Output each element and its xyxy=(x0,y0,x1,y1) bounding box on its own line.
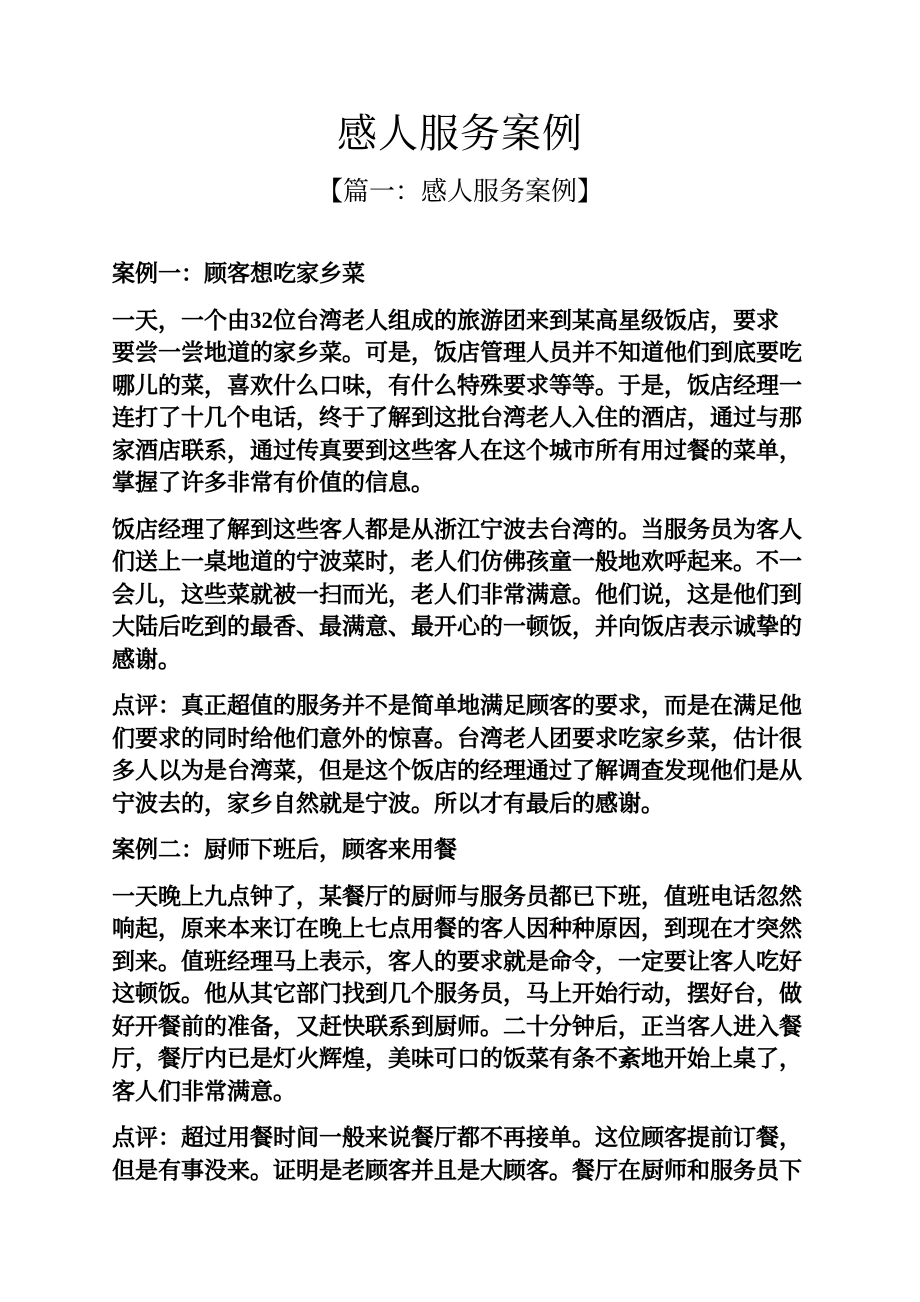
text-line: 到来。值班经理马上表示，客人的要求就是命令，一定要让客人吃好 xyxy=(112,948,802,974)
text-line: 一天晚上九点钟了，某餐厅的厨师与服务员都已下班，值班电话忽然 xyxy=(112,883,802,909)
text-line: 响起，原来本来订在晚上七点用餐的客人因种种原因，到现在才突然 xyxy=(112,916,802,941)
text-line: 会儿，这些菜就被一扫而光，老人们非常满意。他们说，这是他们到 xyxy=(112,581,802,607)
paragraph xyxy=(112,514,812,677)
text-line: 感谢。 xyxy=(112,646,181,672)
text-line: 们要求的同时给他们意外的惊喜。台湾老人团要求吃家乡菜，估计很 xyxy=(112,725,802,751)
text-line: 要尝一尝地道的家乡菜。可是，饭店管理人员并不知道他们到底要吃 xyxy=(112,340,802,365)
text-line: 但是有事没来。证明是老顾客并且是大顾客。餐厅在厨师和服务员下 xyxy=(112,1157,802,1183)
text-line: 这顿饭。他从其它部门找到几个服务员，马上开始行动，摆好台，做 xyxy=(112,981,802,1006)
paragraph xyxy=(112,305,812,500)
text-line: 大陆后吃到的最香、最满意、最开心的一顿饭，并向饭店表示诚挚的 xyxy=(112,614,802,639)
text-line: 点评：超过用餐时间一般来说餐厅都不再接单。这位顾客提前订餐， xyxy=(112,1125,802,1150)
paragraph xyxy=(112,1122,812,1187)
text-line: 哪儿的菜，喜欢什么口味，有什么特殊要求等等。于是，饭店经理一 xyxy=(112,372,802,398)
text-line: 饭店经理了解到这些客人都是从浙江宁波去台湾的。当服务员为客人 xyxy=(112,516,802,542)
text-line: 客人们非常满意。 xyxy=(112,1078,296,1104)
text-line: 家酒店联系，通过传真要到这些客人在这个城市所有用过餐的菜单， xyxy=(112,437,802,463)
text-line: 好开餐前的准备，又赶快联系到厨师。二十分钟后，正当客人进入餐 xyxy=(112,1013,802,1039)
text-line: 多人以为是台湾菜，但是这个饭店的经理通过了解调查发现他们是从 xyxy=(112,758,802,783)
text-line: 厅，餐厅内已是灯火辉煌，美味可口的饭菜有条不紊地开始上桌了， xyxy=(112,1046,802,1071)
text-line: 掌握了许多非常有价值的信息。 xyxy=(112,470,434,495)
text-line: 一天，一个由32位台湾老人组成的旅游团来到某高星级饭店，要求 xyxy=(112,307,779,333)
document-title: 感人服务案例 xyxy=(337,111,583,156)
section-heading: 案例一：顾客想吃家乡菜 xyxy=(112,261,365,286)
document-body xyxy=(112,258,812,1187)
document-subtitle: 【篇一：感人服务案例】 xyxy=(316,177,603,206)
paragraph xyxy=(112,881,812,1109)
text-line: 连打了十几个电话，终于了解到这批台湾老人入住的酒店，通过与那 xyxy=(112,405,802,430)
text-line: 点评：真正超值的服务并不是简单地满足顾客的要求，而是在满足他 xyxy=(112,693,802,718)
section-heading: 案例二：厨师下班后，顾客来用餐 xyxy=(112,837,457,862)
bold-number: 32 xyxy=(250,307,273,333)
text-line: 们送上一桌地道的宁波菜时，老人们仿佛孩童一般地欢呼起来。不一 xyxy=(112,549,802,574)
text-line: 宁波去的，家乡自然就是宁波。所以才有最后的感谢。 xyxy=(112,790,664,816)
paragraph xyxy=(112,690,812,820)
